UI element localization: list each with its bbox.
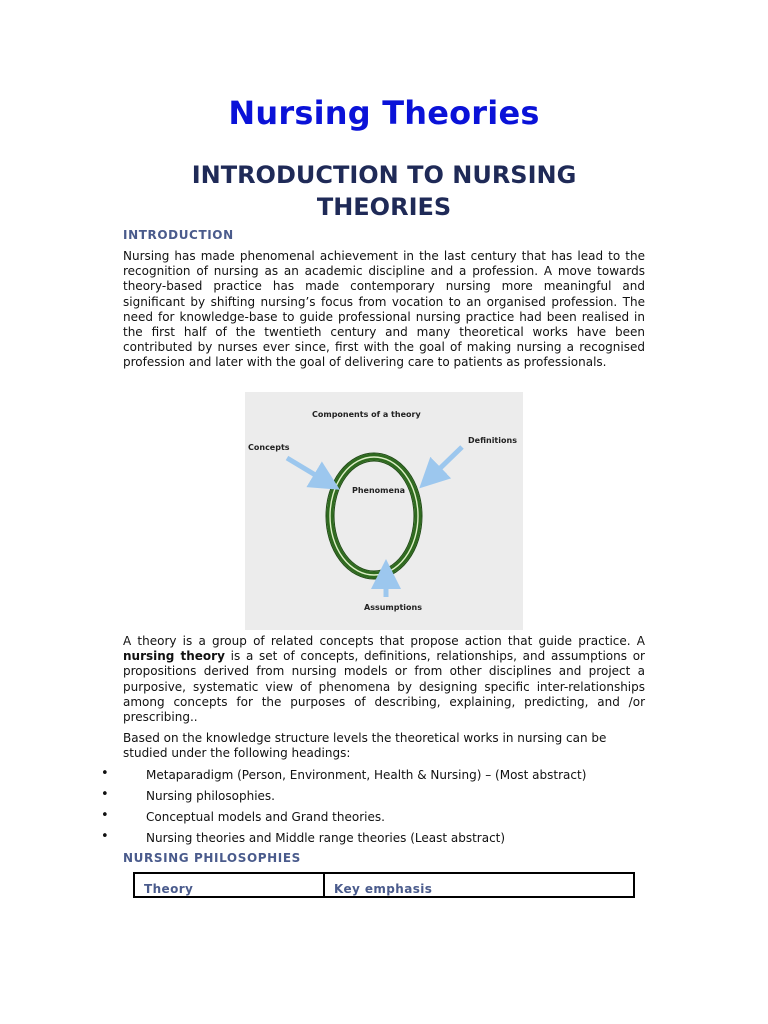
- definitions-label: Definitions: [468, 436, 517, 445]
- list-item: • Nursing theories and Middle range theories (Least abstract): [101, 829, 506, 845]
- knowledge-paragraph: Based on the knowledge structure levels the theoretical works in nursing can be studied under the following headings:: [123, 731, 607, 761]
- phenomena-label: Phenomena: [352, 486, 406, 495]
- concepts-arrow: [287, 458, 327, 482]
- page-title: Nursing Theories: [228, 94, 540, 132]
- list-item: • Metaparadigm (Person, Environment, Health & Nursing) – (Most abstract): [101, 766, 587, 782]
- table-header-key-emphasis: Key emphasis: [334, 882, 433, 896]
- bullet-icon: •: [101, 808, 109, 823]
- theory-paragraph-lead: A theory is a group of related concepts that propose action that guide practice. A: [123, 634, 645, 648]
- philosophies-table: [133, 872, 635, 898]
- theory-paragraph: [123, 634, 645, 725]
- definitions-arrow: [430, 447, 462, 478]
- bullet-icon: •: [101, 829, 109, 844]
- bullet-icon: •: [101, 787, 109, 802]
- theory-components-diagram: [245, 392, 523, 630]
- introduction-heading: INTRODUCTION: [123, 228, 234, 242]
- phenomena-ring: [326, 453, 422, 579]
- concepts-label: Concepts: [248, 443, 290, 452]
- assumptions-label: Assumptions: [364, 603, 422, 612]
- introduction-paragraph: Nursing has made phenomenal achievement in the last century that has lead to the recognition of nursing as an academic discipline and a profession. A move towards theory-based practice has made contemporary nursing more meaningful and significant by shifting nursing’s focus from vocation to an organised profession. The need for knowledge-base to guide professional nursing practice had been realised in the first half of the twentieth century and many theoretical works have been contributed by nurses ever since, first with the goal of making nursing a recognised profession and later with the goal of delivering care to patients as professionals.: [123, 249, 645, 370]
- nursing-theory-term: nursing theory: [123, 649, 225, 664]
- theory-paragraph-rest: is a set of concepts, definitions, relationships, and assumptions or propositions derived from nursing models or from other disciplines and project a purposive, systematic view of phenomena by designing specific inter-relationships among concepts for the purposes of describing, explaining, predicting, and /or prescribing..: [123, 649, 645, 725]
- diagram-title: Components of a theory: [312, 410, 421, 419]
- table-header-theory: Theory: [135, 874, 325, 896]
- section-title: INTRODUCTION TO NURSING THEORIES: [191, 161, 577, 221]
- diagram-graphic: [245, 392, 523, 630]
- list-item: • Nursing philosophies.: [101, 787, 275, 803]
- philosophies-heading: NURSING PHILOSOPHIES: [123, 851, 301, 865]
- list-item: • Conceptual models and Grand theories.: [101, 808, 385, 824]
- bullet-icon: •: [101, 766, 109, 781]
